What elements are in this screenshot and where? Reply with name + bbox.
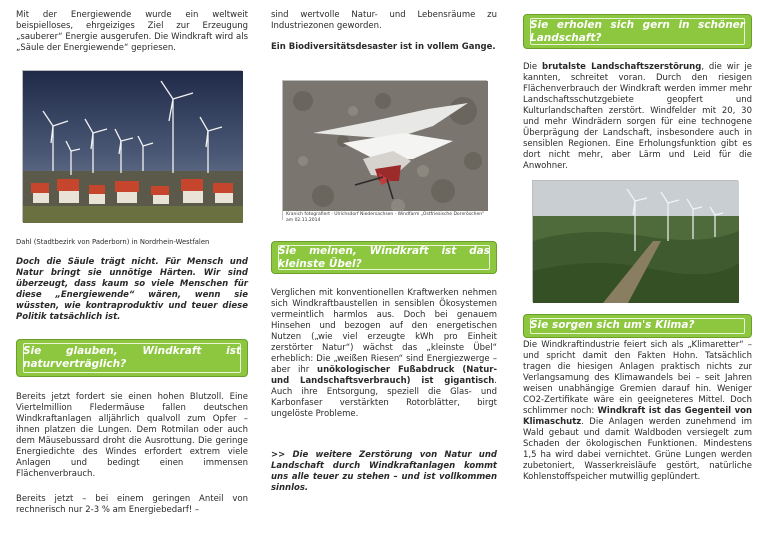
column-2 [271, 0, 497, 543]
dead-bird-image [283, 81, 488, 221]
forest-windfarm-image [533, 181, 739, 303]
body-paragraph: Die Windkraftindustrie feiert sich als „Klimaretter“ – und spricht damit den Fakten Hohn. Tatsächlich tragen die hiesigen Anlagen praktisch nichts zur Verlangsamung des Klimawandels bei – seit Jahren weisen unabhängige Gremien darauf hin. Weniger CO2-Zertifikate wäre ein geeigneteres Mittel. Doch schlimmer noch: Windkraft ist das Gegenteil von Klimaschutz. Die Anlagen werden zunehmend im Wald gebaut und damit Waldboden versiegelt zum Schaden der ökologischen Funktionen. Mindestens 1,5 ha wird dabei vernichtet. Grüne Lungen werden zubetoniert, Wasserkreisläufe gestört, natürliche Kohlenstoffspeicher mutwillig geplündert. [523, 340, 752, 482]
section-heading: Sie glauben, Windkraft ist naturverträglich? [23, 345, 241, 370]
body-paragraph: Die brutalste Landschaftszerstörung, die wir je kannten, schreitet voran. Durch den riesigen Flächenverbrauch der Windkraft werden immer mehr Landschaftsschutzgebiete geopfert und Kulturlandschaften zerstört. Windfelder mit 20, 30 und mehr Windrädern sorgen für eine technogene Überprägung der Landschaft, insbesondere auch in sensiblen Regionen. Eine Erholungsfunktion gibt es dort nicht mehr, aber Lärm und Leid für die Anwohner. [523, 62, 752, 171]
forest-windfarm-photo [532, 180, 738, 302]
photo-caption: Dahl (Stadtbezirk von Paderborn) in Nordrhein-Westfalen [16, 238, 210, 246]
section-heading: Sie erholen sich gern in schöner Landschaft? [530, 19, 745, 44]
windfarm-town-photo [22, 70, 242, 222]
biodiversity-statement: Ein Biodiversitätsdesaster ist in vollem Gange. [271, 42, 496, 52]
section-heading: Sie meinen, Windkraft ist das kleinste Übel? [278, 245, 490, 270]
body-paragraph: Verglichen mit konventionellen Kraftwerken nehmen sich Windkraftbaustellen in sensiblen Ökosystemen vermeintlich harmlos aus. Doch bei genauem Hinsehen und bezogen auf den energetischen Nutzen („wie viel erzeugte kWh pro Einheit zerstörter Natur“) wächst das „kleinste Übel“ erheblich: Die „weißen Riesen“ sind Energiezwerge – aber ihr unökologischer Fußabdruck (Natur- und Landschaftsverbrauch) ist gigantisch. Auch ihre Entsorgung, speziell die Glas- und Karbonfaser verstärkten Rotorblätter, birgt ungelöste Probleme. [271, 288, 497, 419]
dead-crane-photo [282, 80, 487, 223]
section-heading-box [523, 14, 752, 49]
emphasis-paragraph: >> Die weitere Zerstörung von Natur und Landschaft durch Windkraftanlagen kommt uns alle teuer zu stehen – und ist vollkommen sinnlos. [271, 450, 497, 493]
column-1 [16, 0, 248, 543]
emphasis-paragraph: Doch die Säule trägt nicht. Für Mensch und Natur bringt sie unnötige Härten. Wir sind überzeugt, dass kaum so viele Menschen für diese „Energiewende“ wären, wenn sie wüssten, wie kontraproduktiv und teuer diese Politik tatsächlich ist. [16, 257, 248, 322]
section-heading-box [271, 241, 497, 274]
continued-paragraph: sind wertvolle Natur- und Lebensräume zu Industriezonen geworden. [271, 10, 497, 31]
section-heading-box [16, 339, 248, 377]
section-heading: Sie sorgen sich um's Klima? [530, 319, 695, 331]
body-paragraph: Bereits jetzt fordert sie einen hohen Blutzoll. Eine Viertelmillion Fledermäuse fallen deutschen Windkraftanlagen alljährlich qualvoll zum Opfer – ihnen platzen die Lungen. Dem Rotmilan oder auch dem Mäusebussard droht die Ausrottung. Die geringe Energiedichte des Windes erfordert extrem viele Anlagen und bedingt einen immensen Flächenverbrauch. [16, 392, 248, 479]
windfarm-town-image [23, 71, 243, 223]
intro-paragraph: Mit der Energiewende wurde ein weltweit beispielloses, ehrgeiziges Ziel zur Erzeugung „sauberer“ Energie ausgerufen. Die Windkraft wird als „Säule der Energiewende“ gepriesen. [16, 10, 248, 53]
body-paragraph-continued: Bereits jetzt – bei einem geringen Anteil von rechnerisch nur 2-3 % am Energiebedarf! – [16, 494, 248, 515]
section-heading-box [523, 314, 752, 338]
column-3 [523, 0, 752, 543]
photo-credit: Kranich fotografiert · Ulrichsdorf Niedersachsen · Windfarm „Ostfriesische Dornröschen“ am 02.11.2014 [286, 212, 485, 223]
